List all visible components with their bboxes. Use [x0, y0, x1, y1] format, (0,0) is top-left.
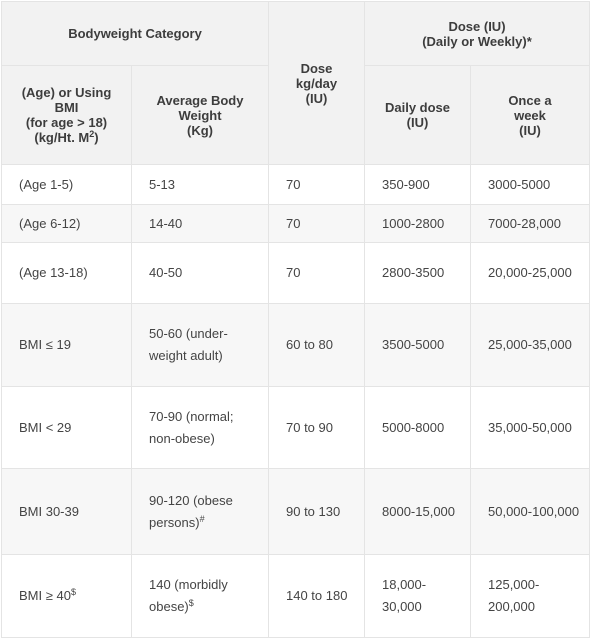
weight-cell: [132, 555, 269, 638]
header-average-body-weight-line: Average Body: [156, 92, 244, 108]
weekly-dose-cell: 50,000-100,000: [471, 469, 590, 555]
daily-dose-cell: 18,000-30,000: [365, 555, 471, 638]
dose-cell: 140 to 180: [269, 555, 365, 638]
category-cell: BMI < 29: [2, 387, 132, 469]
header-age-bmi-unit-end: ): [94, 130, 99, 145]
table-row: [2, 165, 590, 205]
header-age-bmi-sup: 2: [89, 129, 95, 139]
weekly-dose-cell: 35,000-50,000: [471, 387, 590, 469]
dose-cell: 70 to 90: [269, 387, 365, 469]
daily-dose-cell: 2800-3500: [365, 243, 471, 304]
category-cell: (Age 1-5): [2, 165, 132, 205]
weekly-dose-cell: 25,000-35,000: [471, 304, 590, 387]
header-average-body-weight-line: Weight: [178, 107, 222, 123]
weekly-dose-cell: 7000-28,000: [471, 205, 590, 243]
dose-cell: 70: [269, 205, 365, 243]
header-row-1: [2, 2, 590, 66]
category-cell: (Age 13-18): [2, 243, 132, 304]
header-dose-daily-weekly-line: (Daily or Weekly)*: [422, 33, 532, 49]
header-age-bmi-unit: (kg/Ht. M: [34, 130, 90, 145]
weekly-dose-cell: 3000-5000: [471, 165, 590, 205]
header-daily-dose-line: Daily dose: [384, 100, 451, 115]
daily-dose-cell: 1000-2800: [365, 205, 471, 243]
header-age-bmi-line: [2, 130, 131, 145]
table-row: [2, 469, 590, 555]
header-weekly-dose-line: week: [514, 107, 546, 123]
header-average-body-weight-line: (Kg): [187, 122, 213, 138]
header-dose-kg-day-line: (IU): [305, 90, 328, 106]
header-bodyweight-category: Bodyweight Category: [2, 2, 269, 66]
weight-cell: 50-60 (under-weight adult): [132, 304, 269, 387]
header-weekly-dose-line: (IU): [519, 122, 541, 138]
weight-cell-text: 90-120 (obese persons): [149, 492, 233, 530]
category-cell: BMI 30-39: [2, 469, 132, 555]
header-age-bmi-line: BMI: [54, 100, 79, 115]
header-dose-daily-weekly-line: Dose (IU): [448, 18, 506, 34]
dose-cell: 70: [269, 243, 365, 304]
weight-footnote-mark: #: [199, 513, 205, 524]
header-daily-dose: [365, 66, 471, 165]
table-row: [2, 304, 590, 387]
dose-cell: 60 to 80: [269, 304, 365, 387]
category-cell: [2, 555, 132, 638]
weight-cell-text: 140 (morbidly obese): [149, 577, 228, 614]
vitamin-d-dose-table: [1, 1, 590, 638]
weight-cell: 70-90 (normal; non-obese): [132, 387, 269, 469]
header-dose-kg-day-line: kg/day: [295, 75, 338, 91]
daily-dose-cell: 3500-5000: [365, 304, 471, 387]
header-average-body-weight: [132, 66, 269, 165]
header-weekly-dose-line: Once a: [508, 92, 552, 108]
dose-cell: 90 to 130: [269, 469, 365, 555]
category-footnote-mark: $: [70, 587, 76, 597]
table-row: [2, 387, 590, 469]
header-dose-kg-day: [269, 2, 365, 165]
weight-cell: 40-50: [132, 243, 269, 304]
header-dose-daily-weekly: [365, 2, 590, 66]
daily-dose-cell: 8000-15,000: [365, 469, 471, 555]
daily-dose-cell: 350-900: [365, 165, 471, 205]
category-cell: (Age 6-12): [2, 205, 132, 243]
daily-dose-cell: 5000-8000: [365, 387, 471, 469]
category-cell: BMI ≤ 19: [2, 304, 132, 387]
dose-cell: 70: [269, 165, 365, 205]
header-daily-dose-line: (IU): [406, 115, 429, 130]
category-cell-text: BMI ≥ 40: [19, 588, 71, 603]
header-age-bmi: [2, 66, 132, 165]
weight-cell: 14-40: [132, 205, 269, 243]
weekly-dose-cell: 125,000-200,000: [471, 555, 590, 638]
weight-cell: 5-13: [132, 165, 269, 205]
header-age-bmi-line: (Age) or Using: [21, 85, 112, 100]
weight-cell: [132, 469, 269, 555]
weekly-dose-cell: 20,000-25,000: [471, 243, 590, 304]
table-row: [2, 243, 590, 304]
weight-footnote-mark: $: [188, 598, 194, 608]
table-row: [2, 205, 590, 243]
header-dose-kg-day-line: Dose: [300, 60, 333, 76]
header-age-bmi-line: (for age > 18): [25, 115, 108, 130]
table-row: [2, 555, 590, 638]
header-weekly-dose: [471, 66, 590, 165]
